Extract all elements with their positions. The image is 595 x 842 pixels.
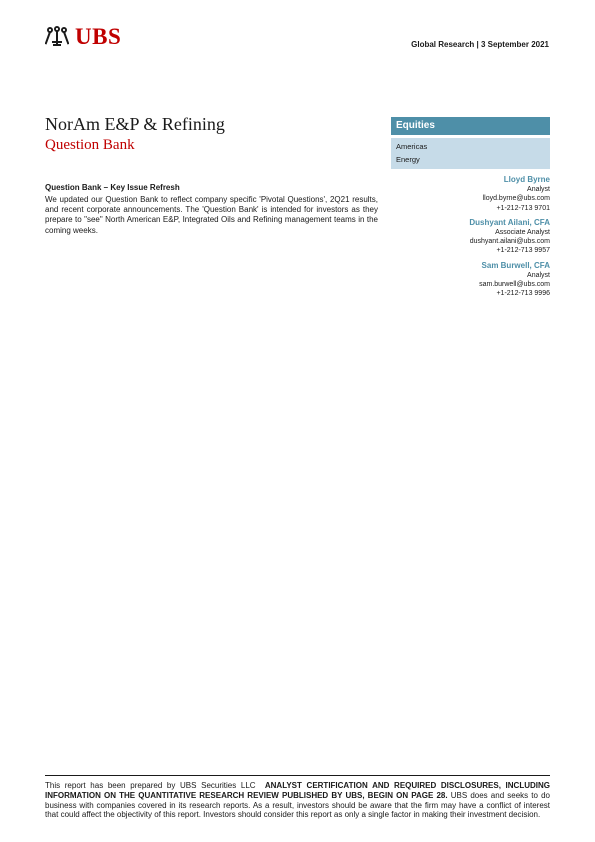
disclosure-rest: UBS does and seeks to do business with companies covered in its research reports. As a result, investors should be aware that the firm may have a conflict of interest that could affect the objectivity of this report. Investors should consider this report as only a single factor in making their investment decision. (45, 790, 551, 820)
disclosure-lead: This report has been prepared by UBS Securities LLC (45, 781, 256, 790)
region-item: Americas (396, 142, 428, 151)
region-box (391, 138, 550, 169)
analyst-card (390, 261, 550, 299)
analyst-role: Analyst (527, 271, 550, 279)
intro-body: We updated our Question Bank to reflect company specific 'Pivotal Questions', 2Q21 results, and recent corporate announcements. The 'Question Bank' is intended for investors as they prepare to "see" North American E&P, Integrated Oils and Refining management teams in the coming weeks. (45, 195, 378, 235)
report-title: NorAm E&P & Refining (45, 114, 225, 134)
ubs-logo (45, 26, 121, 48)
report-subtitle: Question Bank (45, 137, 135, 153)
brand-wordmark: UBS (75, 24, 122, 49)
analyst-phone: +1-212-713 9957 (496, 247, 550, 255)
analyst-card (390, 218, 550, 256)
analyst-email[interactable]: sam.burwell@ubs.com (479, 281, 550, 289)
disclosure-footer (45, 775, 550, 820)
analyst-name: Sam Burwell, CFA (481, 260, 550, 270)
analyst-card (390, 175, 550, 213)
disclosure-bold: ANALYST CERTIFICATION AND REQUIRED DISCLOSURES, INCLUDING INFORMATION ON THE QUANTITATIVE RESEARCH REVIEW PUBLISHED BY UBS, BEGIN ON PAGE 28. (45, 781, 551, 800)
analyst-email[interactable]: dushyant.ailani@ubs.com (469, 238, 550, 246)
analyst-phone: +1-212-713 9701 (496, 204, 550, 212)
category-bar: Equities (391, 117, 550, 135)
analyst-name: Lloyd Byrne (503, 175, 550, 184)
analyst-role: Associate Analyst (495, 228, 550, 236)
disclosure-text (45, 781, 550, 820)
analyst-phone: +1-212-713 9996 (496, 290, 550, 298)
region-item: Energy (396, 155, 420, 164)
sector-sidebar (391, 117, 550, 169)
analyst-email[interactable]: lloyd.byrne@ubs.com (482, 195, 550, 203)
analyst-list (390, 175, 550, 304)
report-date-line: Global Research | 3 September 2021 (411, 40, 549, 49)
intro-heading: Question Bank – Key Issue Refresh (45, 183, 180, 192)
analyst-name: Dushyant Ailani, CFA (469, 217, 550, 227)
intro-section (45, 183, 378, 236)
ubs-keys-icon (45, 26, 69, 48)
analyst-role: Analyst (527, 186, 550, 193)
